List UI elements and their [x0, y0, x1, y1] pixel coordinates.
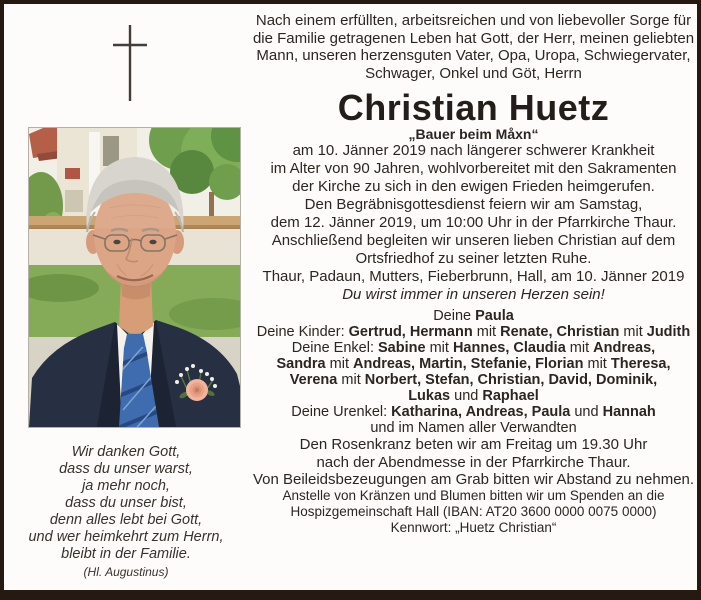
nickname: „Bauer beim Måxn“ — [408, 126, 539, 142]
left-column — [4, 4, 248, 590]
places-date-line: Thaur, Padaun, Mutters, Fieberbrunn, Hall, am 10. Jänner 2019 — [262, 268, 685, 285]
rosary-info: Den Rosenkranz beten wir am Freitag um 19.30 Uhr nach der Abendmesse in der Pfarrkirche Thaur. — [299, 436, 648, 471]
portrait-photo — [28, 127, 241, 428]
poem-attribution: (Hl. Augustinus) — [83, 565, 169, 579]
right-column — [249, 12, 698, 536]
funeral-info: Den Begräbnisgottesdienst feiern wir am Samstag, dem 12. Jänner 2019, um 10:00 Uhr in der Pfarrkirche Thaur. Anschließend begleiten wir unseren lieben Christian auf dem Ortsfriedhof zu seiner letzten Ruhe. — [270, 196, 677, 267]
memorial-poem: Wir danken Gott, dass du unser warst, ja mehr noch, dass du unser bist, denn alles lebt bei Gott, und wer heimkehrt zum Herrn, bleibt in der Familie. — [28, 444, 224, 562]
deceased-name: Christian Huetz — [337, 87, 610, 128]
donation-note: Anstelle von Kränzen und Blumen bitten wir um Spenden an die Hospizgemeinschaft Hall (IBAN: AT20 3600 0000 0075 0000) Kennwort: „Huetz Christian“ — [282, 488, 665, 535]
cross-icon — [112, 24, 148, 102]
death-notice: am 10. Jänner 2019 nach längerer schwerer Krankheit im Alter von 90 Jahren, wohlvorbereitet mit den Sakramenten der Kirche zu sich in den ewigen Frieden heimgerufen. — [270, 142, 677, 195]
condolence-note: Von Beileidsbezeugungen am Grab bitten wir Abstand zu nehmen. — [252, 471, 695, 488]
family-list: Deine Paula Deine Kinder: Gertrud, Hermann mit Renate, Christian mit Judith Deine Enkel: Sabine mit Hannes, Claudia mit Andreas, Sandra mit Andreas, Martin, Stefanie, Florian mit Theresa, Verena mit Norbert, Stefan, Christian, David, Dominik, Lukas und Raphael Deine Urenkel: Katharina, Andreas, Paula und Hannah und im Namen aller Verwandten — [256, 308, 691, 436]
motto: Du wirst immer in unseren Herzen sein! — [342, 286, 605, 303]
intro-text: Nach einem erfüllten, arbeitsreichen und von liebevoller Sorge für die Familie getragenen Leben hat Gott, der Herr, meinen geliebten Mann, unseren herzensguten Vater, Opa, Uropa, Schwiegervater, Schwager, Onkel und Göt, Herrn — [252, 12, 695, 82]
